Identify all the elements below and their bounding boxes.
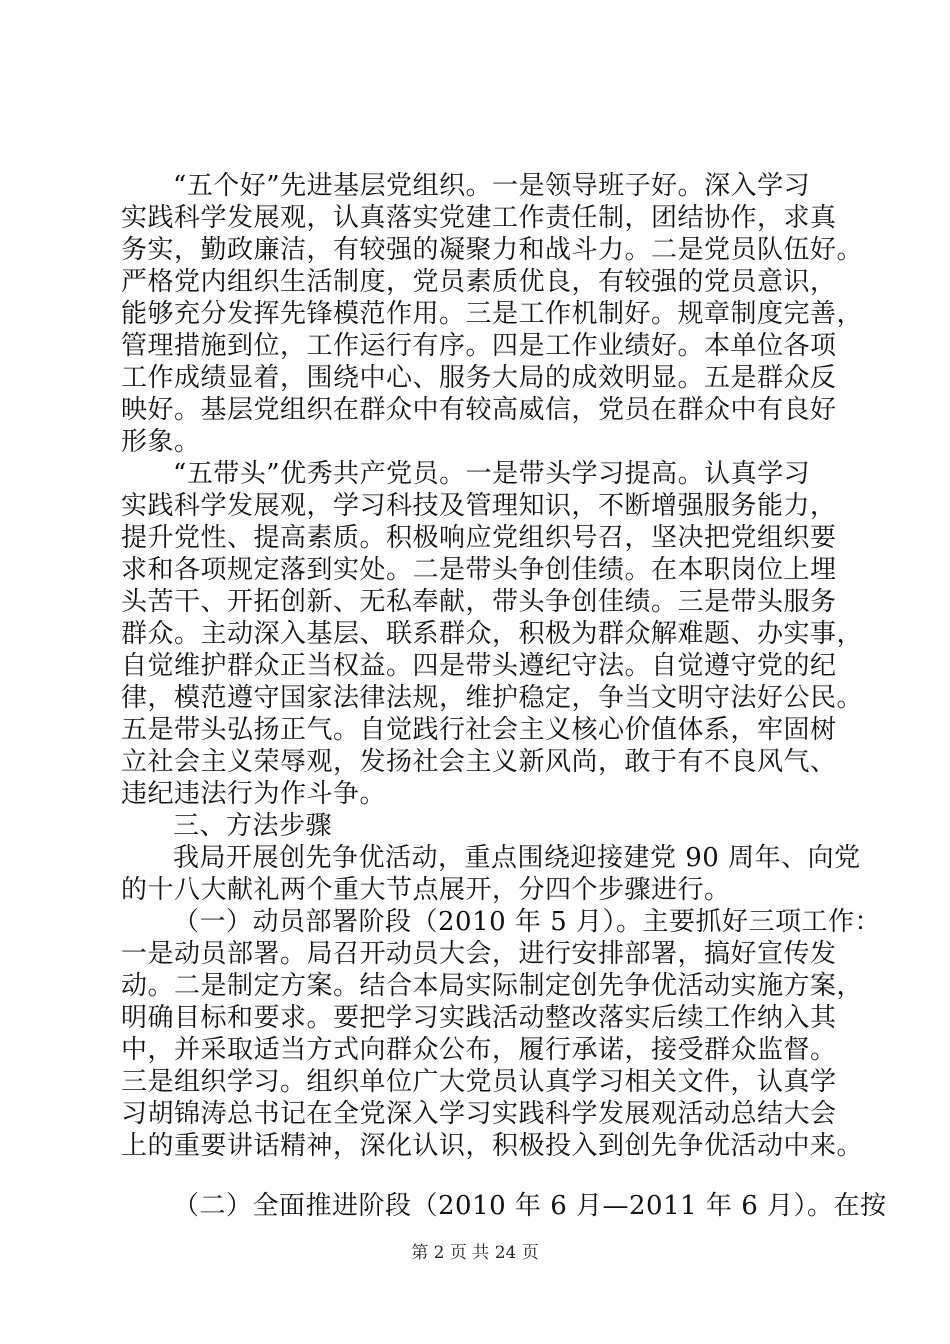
text-line: 能够充分发挥先锋模范作用。三是工作机制好。规章制度完善， [121,299,864,329]
text-line: 习胡锦涛总书记在全党深入学习实践科学发展观活动总结大会 [121,1099,837,1129]
text-line: 违纪违法行为作斗争。 [121,779,387,809]
text-line: 管理措施到位，工作运行有序。四是工作业绩好。本单位各项 [121,331,837,361]
text-line: 头苦干、开拓创新、无私奉献，带头争创佳绩。三是带头服务 [121,587,837,617]
text-line: “五带头”优秀共产党员。一是带头学习提高。认真学习 [173,459,811,489]
text-line: 五是带头弘扬正气。自觉践行社会主义核心价值体系，牢固树 [121,715,837,745]
text-line: 三是组织学习。组织单位广大党员认真学习相关文件，认真学 [121,1067,837,1097]
text-line: （一）动员部署阶段（2010 年 5 月）。主要抓好三项工作： [173,907,882,937]
text-line: 中，并采取适当方式向群众公布，履行承诺，接受群众监督。 [121,1035,837,1065]
section-heading: 三、方法步骤 [173,811,333,841]
text-line: 一是动员部署。局召开动员大会，进行安排部署，搞好宣传发 [121,939,837,969]
text-line: 实践科学发展观，认真落实党建工作责任制，团结协作，求真 [121,203,837,233]
text-line: “五个好”先进基层党组织。一是领导班子好。深入学习 [173,171,811,201]
text-line: 实践科学发展观，学习科技及管理知识，不断增强服务能力， [121,491,837,521]
text-line: 求和各项规定落到实处。二是带头争创佳绩。在本职岗位上埋 [121,555,837,585]
text-line: 务实，勤政廉洁，有较强的凝聚力和战斗力。二是党员队伍好。 [121,235,864,265]
text-line: 严格党内组织生活制度，党员素质优良，有较强的党员意识， [121,267,837,297]
text-line: 动。二是制定方案。结合本局实际制定创先争优活动实施方案， [121,971,864,1001]
text-line: 立社会主义荣辱观，发扬社会主义新风尚，敢于有不良风气、 [121,747,837,777]
text-line: 的十八大献礼两个重大节点展开，分四个步骤进行。 [121,875,731,905]
text-line: 工作成绩显着，围绕中心、服务大局的成效明显。五是群众反 [121,363,837,393]
text-line: 自觉维护群众正当权益。四是带头遵纪守法。自觉遵守党的纪 [121,651,837,681]
text-line: 提升党性、提高素质。积极响应党组织号召，坚决把党组织要 [121,523,837,553]
text-line: 群众。主动深入基层、联系群众，积极为群众解难题、办实事， [121,619,864,649]
text-line: 映好。基层党组织在群众中有较高威信，党员在群众中有良好 [121,395,837,425]
text-line: 我局开展创先争优活动，重点围绕迎接建党 90 周年、向党 [173,843,861,873]
text-line: 上的重要讲话精神，深化认识，积极投入到创先争优活动中来。 [121,1131,864,1161]
page-footer: 第 2 页 共 24 页 [411,1243,539,1263]
text-line: 律，模范遵守国家法律法规，维护稳定，争当文明守法好公民。 [121,683,864,713]
text-line: 形象。 [121,427,201,457]
text-line: （二）全面推进阶段（2010 年 6 月—2011 年 6 月）。在按 [173,1191,887,1221]
text-line: 明确目标和要求。要把学习实践活动整改落实后续工作纳入其 [121,1003,837,1033]
